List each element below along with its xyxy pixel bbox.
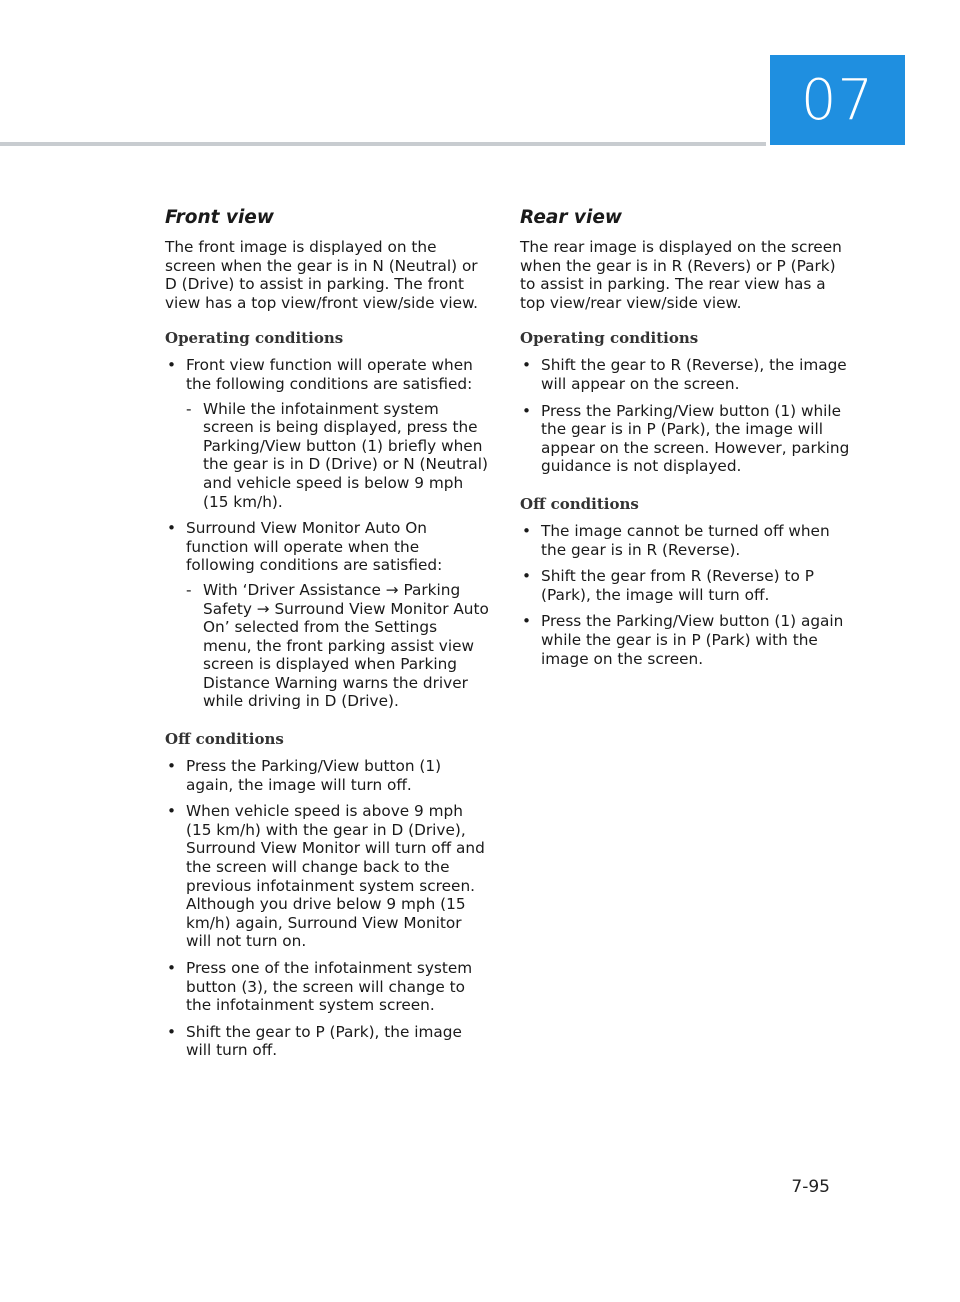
list-item bbox=[165, 356, 490, 511]
rear-view-section bbox=[520, 205, 850, 686]
page-number: 7-95 bbox=[791, 1177, 830, 1197]
chapter-number: 07 bbox=[800, 67, 875, 133]
list-item bbox=[520, 522, 850, 559]
bullet-icon: • bbox=[167, 959, 177, 977]
list-item-text: Shift the gear to P (Park), the image will turn off. bbox=[186, 1022, 462, 1060]
list-item-text: The image cannot be turned off when the gear is in R (Reverse). bbox=[541, 521, 830, 559]
list-item bbox=[165, 519, 490, 711]
bullet-icon: • bbox=[167, 1022, 177, 1041]
bullet-icon: • bbox=[167, 356, 177, 375]
front-view-intro: The front image is displayed on the screen when the gear is in N (Neutral) or D (Drive) to assist in parking. The front view has a top view/front view/side view. bbox=[165, 238, 479, 312]
front-view-section bbox=[165, 205, 490, 1078]
list-item bbox=[165, 757, 490, 794]
chapter-tab bbox=[770, 55, 905, 145]
list-item-text: Front view function will operate when the following conditions are satisfied: bbox=[186, 356, 473, 393]
dash-icon: - bbox=[186, 580, 192, 599]
list-item bbox=[165, 802, 490, 951]
list-item-text: Press one of the infotainment system button (3), the screen will change to the infotainment system screen. bbox=[186, 959, 473, 1015]
header-rule bbox=[0, 142, 766, 146]
front-off-heading: Off conditions bbox=[165, 730, 284, 749]
list-item-text: Shift the gear from R (Reverse) to P (Park), the image will turn off. bbox=[541, 567, 814, 604]
list-item bbox=[520, 402, 850, 476]
front-view-title: Front view bbox=[165, 207, 274, 228]
list-item-text: Press the Parking/View button (1) while the gear is in P (Park), the image will appear on the screen. However, parking guidance is not displayed. bbox=[541, 401, 850, 476]
bullet-icon: • bbox=[522, 612, 532, 631]
list-item bbox=[520, 567, 850, 604]
rear-off-heading: Off conditions bbox=[520, 494, 639, 513]
sub-list-item-text: With ‘Driver Assistance → Parking Safety → Surround View Monitor Auto On’ selected from the Settings menu, the front parking assist view screen is displayed when Parking Distance Warning warns the driver while driving in D (Drive). bbox=[203, 580, 489, 711]
rear-view-title: Rear view bbox=[520, 207, 622, 228]
rear-off-list bbox=[520, 522, 850, 668]
list-item-text: Press the Parking/View button (1) again, the image will turn off. bbox=[186, 757, 442, 794]
bullet-icon: • bbox=[522, 521, 532, 540]
dash-icon: - bbox=[186, 399, 192, 418]
front-operating-heading: Operating conditions bbox=[165, 329, 344, 348]
list-item bbox=[520, 356, 850, 393]
front-off-list bbox=[165, 757, 490, 1060]
list-item-text: Press the Parking/View button (1) again while the gear is in P (Park) with the image on the screen. bbox=[541, 612, 844, 668]
list-item-text: Shift the gear to R (Reverse), the image will appear on the screen. bbox=[541, 356, 847, 393]
sub-list bbox=[186, 400, 490, 512]
bullet-icon: • bbox=[167, 802, 177, 821]
rear-operating-list bbox=[520, 356, 850, 476]
front-operating-list bbox=[165, 356, 490, 711]
list-item bbox=[165, 1023, 490, 1060]
list-item-text: Surround View Monitor Auto On function will operate when the following conditions are satisfied: bbox=[186, 519, 443, 575]
sub-list-item bbox=[186, 400, 490, 512]
sub-list-item bbox=[186, 581, 490, 711]
bullet-icon: • bbox=[167, 519, 177, 538]
sub-list bbox=[186, 581, 490, 711]
list-item bbox=[165, 959, 490, 1015]
rear-view-intro: The rear image is displayed on the screen when the gear is in R (Revers) or P (Park) to assist in parking. The rear view has a top view/rear view/side view. bbox=[520, 238, 842, 312]
bullet-icon: • bbox=[522, 567, 532, 586]
bullet-icon: • bbox=[167, 757, 177, 776]
list-item-text: When vehicle speed is above 9 mph (15 km/h) with the gear in D (Drive), Surround View Monitor will turn off and the screen will change back to the previous infotainment system screen. Although you drive below 9 mph (15 km/h) again, Surround View Monitor will not turn on. bbox=[186, 802, 485, 951]
bullet-icon: • bbox=[522, 356, 532, 375]
list-item bbox=[520, 612, 850, 668]
rear-operating-heading: Operating conditions bbox=[520, 329, 699, 348]
bullet-icon: • bbox=[522, 401, 532, 420]
sub-list-item-text: While the infotainment system screen is being displayed, press the Parking/View button (1) briefly when the gear is in D (Drive) or N (Neutral) and vehicle speed is below 9 mph (15 km/h). bbox=[203, 399, 488, 511]
